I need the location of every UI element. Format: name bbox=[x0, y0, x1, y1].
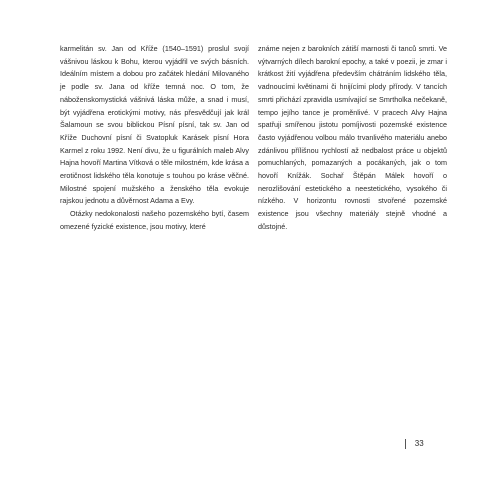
footer-divider bbox=[405, 439, 406, 449]
page-number: 33 bbox=[414, 439, 424, 448]
page-footer bbox=[405, 438, 424, 450]
paragraph: Otázky nedokonalosti našeho pozemského bytí, časem omezené fyzické existence, jsou motivy, které bbox=[60, 209, 249, 231]
right-text-column bbox=[258, 43, 447, 234]
paragraph: karmelitán sv. Jan od Kříže (1540–1591) proslul svojí vášnivou láskou k Bohu, kterou vyjádřil ve svých básních. Ideálním místem a dobou pro začátek hledání Milovaného je podle sv. Jana od kříže temná noc. O tom, že náboženskomystická vášnivá láska může, a snad i musí, být vyjádřena erotickými motivy, nás přesvědčují jak král Šalamoun se svou biblickou Písní písní, tak sv. Jan od Kříže Duchovní písní či Svatopluk Karásek písní Hora Karmel z roku 1992. Není divu, že u figurálních maleb Alvy Hajna hovoří Martina Vítková o těle milostném, kde krása a erotičnost lidského těla konotuje s touhou po kráse věčné. Milostné spojení mužského a ženského těla evokuje rajskou jednotu a důvěrnost Adama a Evy. bbox=[60, 44, 249, 206]
left-text-column bbox=[60, 43, 249, 234]
paragraph: známe nejen z barokních zátiší marnosti či tanců smrti. Ve výtvarných dílech barokní epochy, a také v poezii, je zmar i krátkost žití vyjádřena především chátráním lidského těla, vadnoucími květinami či hnijícími plody přírody. V tancích smrti přichází zpravidla usmívající se Smrtholka nečekaně, tempo jejího tance je proměnlivé. V pracech Alvy Hajna spatřuji smířenou jistotu pomíjivosti pozemské existence často vyjádřenou volbou málo trvanlivého materiálu anebo zdánlivou přílišnou rychlostí až nedbalost práce u objektů pomuchlaných, pomazaných a pocákaných, jak o tom hovoří Knížák. Sochař Štěpán Málek hovoří o nerozlišování estetického a neestetického, vysokého či nízkého. V horizontu rovnosti stvořené pozemské existence jsou všechny materiály stejně vhodné a důstojné. bbox=[258, 44, 447, 231]
